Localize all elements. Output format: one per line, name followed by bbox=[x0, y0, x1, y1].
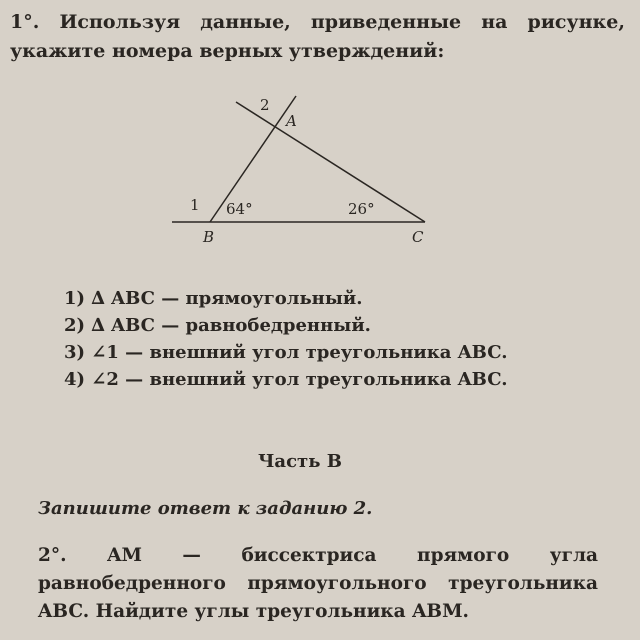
label-angle-c: 26° bbox=[348, 200, 375, 218]
task-2-text bbox=[38, 542, 598, 626]
part-b-title: Часть B bbox=[258, 451, 342, 472]
label-vertex-a: A bbox=[286, 112, 297, 130]
label-vertex-c: C bbox=[412, 228, 424, 246]
task-1-question: Используя данные, приведенные на рисунке, укажите номера верных утверждений: bbox=[10, 11, 625, 62]
statement-4: 4) ∠2 — внешний угол треугольника ABC. bbox=[64, 369, 508, 390]
part-b-instruction: Запишите ответ к заданию 2. bbox=[38, 498, 373, 519]
label-angle-b: 64° bbox=[226, 200, 253, 218]
line-ba bbox=[210, 96, 296, 222]
label-vertex-b: B bbox=[203, 228, 215, 246]
task-2-number: 2°. bbox=[38, 545, 67, 566]
label-angle-2: 2 bbox=[260, 96, 270, 114]
statement-1: 1) ∆ ABC — прямоугольный. bbox=[64, 288, 363, 309]
task-2-question: AM — биссектриса прямого угла равнобедренного прямоугольного треугольника ABC. Найдите углы треугольника ABM. bbox=[38, 545, 598, 622]
line-ca bbox=[236, 102, 425, 222]
task-1-number: 1°. bbox=[10, 11, 40, 33]
statement-3: 3) ∠1 — внешний угол треугольника ABC. bbox=[64, 342, 508, 363]
label-angle-1: 1 bbox=[190, 196, 200, 214]
statement-2: 2) ∆ ABC — равнобедренный. bbox=[64, 315, 371, 336]
